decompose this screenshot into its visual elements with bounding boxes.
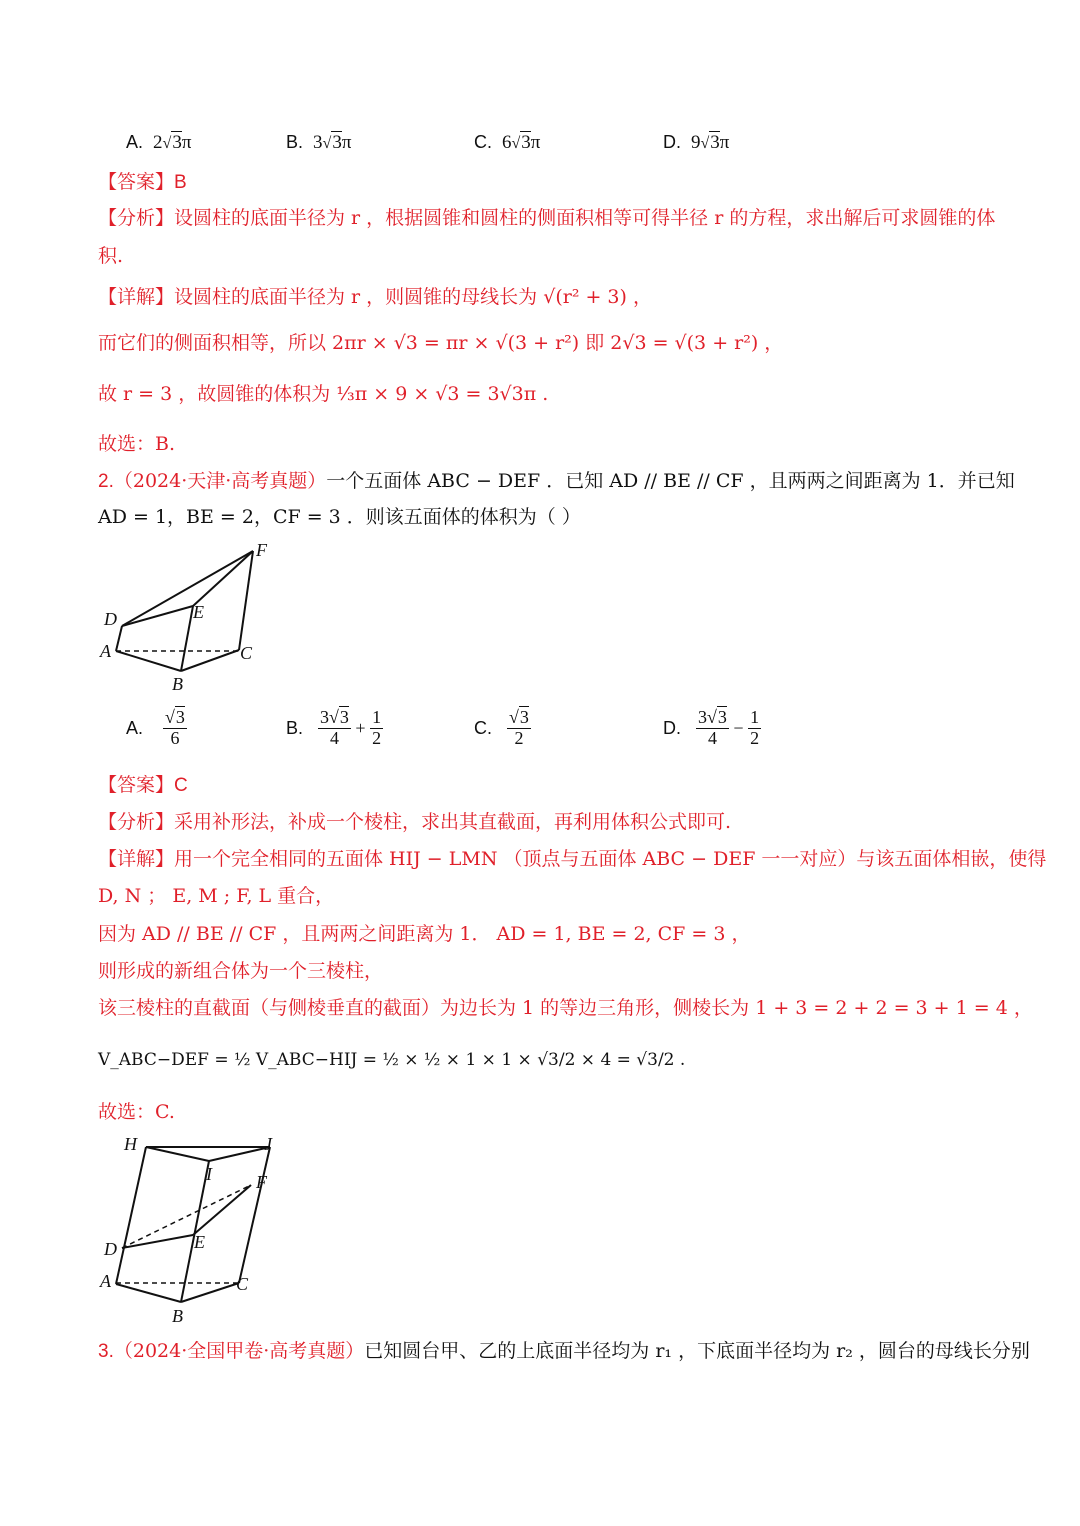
label-c2: C [236,1274,249,1294]
q2-choose: 故选：C. [98,1101,175,1123]
q1-detail-line3: 故 r = 3 ，故圆锥的体积为 ⅓π × 9 × √3 = 3√3π . [98,383,549,405]
q1-option-d: D. 9√3π [663,132,730,153]
label-b: B [172,674,183,694]
q2-option-b: B. $\frac{3√3}{4}$ + $\frac{1}{2}$ [286,707,382,748]
label-c: C [240,643,253,663]
q2-stem-line1: 2.（2024·天津·高考真题）一个五面体 ABC − DEF ．已知 AD // BE // CF ，且两两之间距离为 1．并已知 [98,470,1015,492]
label-f: F [256,540,267,560]
q1-analysis-line2: 积. [98,245,124,267]
q1-detail-line1: 【详解】设圆柱的底面半径为 r ，则圆锥的母线长为 √(r² + 3) ， [98,286,652,308]
q2-option-a: A. $\frac{√3}{6}$ [126,707,185,748]
q2-option-d: D. $\frac{3√3}{4}$ − $\frac{1}{2}$ [663,707,760,748]
q2-detail-line3: 因为 AD // BE // CF ，且两两之间距离为 1． AD = 1, BE = 2, CF = 3 ， [98,923,751,945]
q3-stem: 3.（2024·全国甲卷·高考真题）已知圆台甲、乙的上底面半径均为 r₁ ，下底面半径均为 r₂ ，圆台的母线长分别 [98,1340,1030,1362]
q2-detail-line2: D, N ； E, M ; F, L 重合， [98,885,335,907]
q1-detail-line2: 而它们的侧面积相等，所以 2πr × √3 = πr × √(3 + r²) 即 2√3 = √(3 + r²) ， [98,332,784,354]
label-d: D [104,609,117,629]
q2-pentahedron-figure [96,538,286,698]
label-j: J [264,1134,272,1154]
label-i: I [206,1164,212,1184]
q1-option-a: A. 2√3π [126,132,192,153]
q2-detail-line5: 该三棱柱的直截面（与侧棱垂直的截面）为边长为 1 的等边三角形，侧棱长为 1 + 3 = 2 + 2 = 3 + 1 = 4 ， [98,997,1033,1019]
q1-option-b: B. 3√3π [286,132,352,153]
q1-choose: 故选：B. [98,433,176,455]
q2-detail-line1: 【详解】用一个完全相同的五面体 HIJ − LMN （顶点与五面体 ABC − DEF 一一对应）与该五面体相嵌，使得 [98,848,1047,870]
q2-detail-line4: 则形成的新组合体为一个三棱柱， [98,960,384,982]
q1-option-c: C. 6√3π [474,132,541,153]
label-a: A [100,641,111,661]
label-e: E [193,602,204,622]
label-d2: D [104,1239,117,1259]
q2-option-c: C. $\frac{√3}{2}$ [474,707,529,748]
label-h: H [124,1134,137,1154]
q2-volume-formula: V_ABC−DEF = ½ V_ABC−HIJ = ½ × ½ × 1 × 1 × √3/2 × 4 = √3/2 . [98,1050,686,1070]
q2-analysis: 【分析】采用补形法，补成一个棱柱，求出其直截面，再利用体积公式即可. [98,811,732,833]
q2-prism-figure [96,1130,296,1330]
q1-answer: 【答案】B [98,171,187,193]
label-b2: B [172,1306,183,1326]
q1-analysis-line1: 【分析】设圆柱的底面半径为 r ，根据圆锥和圆柱的侧面积相等可得半径 r 的方程，求出解后可求圆锥的体 [98,207,996,229]
label-a2: A [100,1271,111,1291]
label-f2: F [256,1172,267,1192]
q2-answer: 【答案】C [98,774,188,796]
label-e2: E [194,1232,205,1252]
q2-stem-line2: AD = 1，BE = 2，CF = 3 ．则该五面体的体积为（ ） [98,506,581,528]
